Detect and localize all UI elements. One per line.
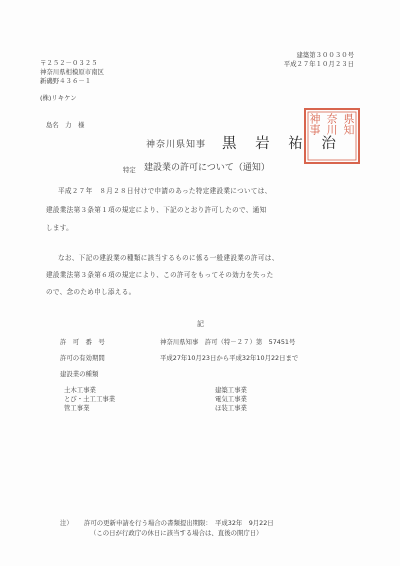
seal-glyphs-col2: 奈川 [325,113,338,135]
body-para2-line2: 建設業法第３条第６項の規定により、この許可をもってその効力を失った [46,271,274,279]
document-title: 建設業の許可について（通知） [144,163,270,173]
reference-number: 建築第３００３０号 [296,51,354,59]
recipient-company: (株)リキケン [40,94,77,102]
type-right-3: ほ装工事業 [215,404,247,412]
address-line-2: 新磯野４３６－１ [40,77,92,85]
issuer-title: 神奈川県知事 [146,140,207,150]
type-left-1: 土木工事業 [64,386,96,394]
body-para2-line1: なお、下記の建設業の種類に該当するものに係る一般建設業の許可は、 [58,254,279,262]
note-line-2: （この日が行政庁の休日に該当する場合は、直後の開庁日） [90,529,263,537]
body-para1-line2: 建設業法第３条第１項の規定により、下記のとおり許可したので、通知 [46,206,267,214]
recipient-person: 島名 力 様 [46,121,85,129]
seal-glyphs-col1: 県知 [342,113,355,135]
document-title-prefix: 特定 [123,166,136,174]
permit-number-value: 神奈川県知事 許可（特－２７）第 57451号 [160,338,296,346]
type-left-2: とび・土工工事業 [64,395,116,403]
note-line-1: 許可の更新申請を行う場合の書類提出期限： 平成32年 9月22日 [84,519,274,527]
types-label: 建設業の種類 [60,370,99,378]
validity-label: 許可の有効期間 [60,354,105,362]
type-left-3: 管工事業 [64,404,90,412]
validity-value: 平成27年10月23日から平成32年10月22日まで [160,354,299,362]
permit-number-label: 許 可 番 号 [60,338,105,346]
body-para1-line3: します。 [46,224,74,232]
body-para2-line3: ので、念のため申し添える。 [46,288,136,296]
address-line-1: 神奈川県相模原市南区 [40,68,104,76]
issuer-name: 黒 岩 祐 治 [222,136,343,152]
seal-glyphs-col3: 神事 [308,113,321,135]
note-marker: 注） [60,519,73,527]
type-right-2: 電気工事業 [215,395,247,403]
body-para1-line1: 平成２７年 ８月２８日付けで申請のあった特定建設業については、 [58,187,272,195]
type-right-1: 建築工事業 [215,386,247,394]
postal-code: 〒２５２－０３２５ [40,59,98,67]
issue-date: 平成２７年１０月２３日 [283,60,354,68]
details-heading: 記 [197,320,204,328]
